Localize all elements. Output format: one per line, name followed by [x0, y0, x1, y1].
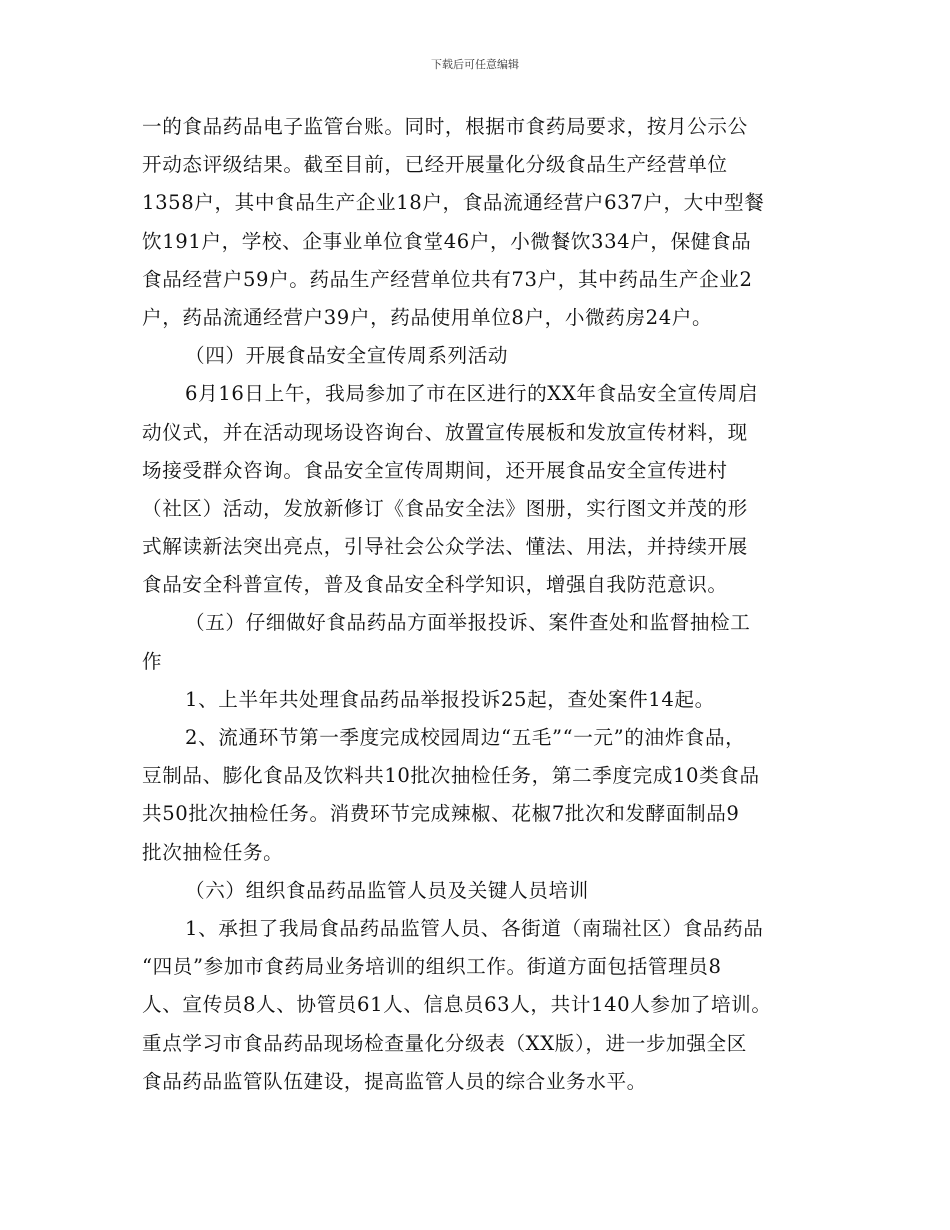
text-line: 户，药品流通经营户39户，药品使用单位8户，小微药房24户。 [142, 305, 713, 329]
text-line: 作 [142, 649, 163, 673]
text-line: 批次抽检任务。 [142, 840, 284, 864]
text-line: （五）仔细做好食品药品方面举报投诉、案件查处和监督抽检工 [185, 611, 751, 635]
text-line: 1、上半年共处理食品药品举报投诉25起，查处案件14起。 [185, 687, 715, 711]
text-line: 食品药品监管队伍建设，提高监管人员的综合业务水平。 [142, 1069, 647, 1093]
text-line: 人、宣传员8人、协管员61人、信息员63人，共计140人参加了培训。 [142, 993, 772, 1017]
text-line: 开动态评级结果。截至目前，已经开展量化分级食品生产经营单位 [142, 153, 728, 177]
text-line: 1、承担了我局食品药品监管人员、各街道（南瑞社区）食品药品 [185, 916, 764, 940]
document-body [142, 108, 832, 1101]
text-line: （社区）活动，发放新修订《食品安全法》图册，实行图文并茂的形 [142, 496, 748, 520]
text-line: 食品经营户59户。药品生产经营单位共有73户，其中药品生产企业2 [142, 267, 753, 291]
text-line: “四员”参加市食药局业务培训的组织工作。街道方面包括管理员8 [142, 955, 722, 979]
text-line: （六）组织食品药品监管人员及关键人员培训 [185, 878, 589, 902]
text-line: 共50批次抽检任务。消费环节完成辣椒、花椒7批次和发酵面制品9 [142, 802, 740, 826]
text-line: 场接受群众咨询。食品安全宣传周期间，还开展食品安全宣传进村 [142, 458, 728, 482]
text-line: 豆制品、膨化食品及饮料共10批次抽检任务，第二季度完成10类食品 [142, 764, 760, 788]
page-header-note: 下载后可任意编辑 [431, 58, 519, 71]
text-line: 饮191户，学校、企事业单位食堂46户，小微餐饮334户，保健食品 [142, 229, 752, 253]
text-line: 6月16日上午，我局参加了市在区进行的XX年食品安全宣传周启 [185, 382, 759, 406]
text-line: 式解读新法突出亮点，引导社会公众学法、懂法、用法，并持续开展 [142, 535, 748, 559]
text-line: （四）开展食品安全宣传周系列活动 [185, 344, 509, 368]
text-line: 动仪式，并在活动现场设咨询台、放置宣传展板和发放宣传材料，现 [142, 420, 748, 444]
text-line: 食品安全科普宣传，普及食品安全科学知识，增强自我防范意识。 [142, 573, 728, 597]
text-line: 1358户，其中食品生产企业18户，食品流通经营户637户，大中型餐 [142, 191, 765, 215]
text-line: 重点学习市食品药品现场检查量化分级表（XX版），进一步加强全区 [142, 1031, 747, 1055]
text-line: 2、流通环节第一季度完成校园周边“五毛”“一元”的油炸食品， [185, 726, 746, 749]
text-line: 一的食品药品电子监管台账。同时，根据市食药局要求，按月公示公 [142, 115, 748, 138]
